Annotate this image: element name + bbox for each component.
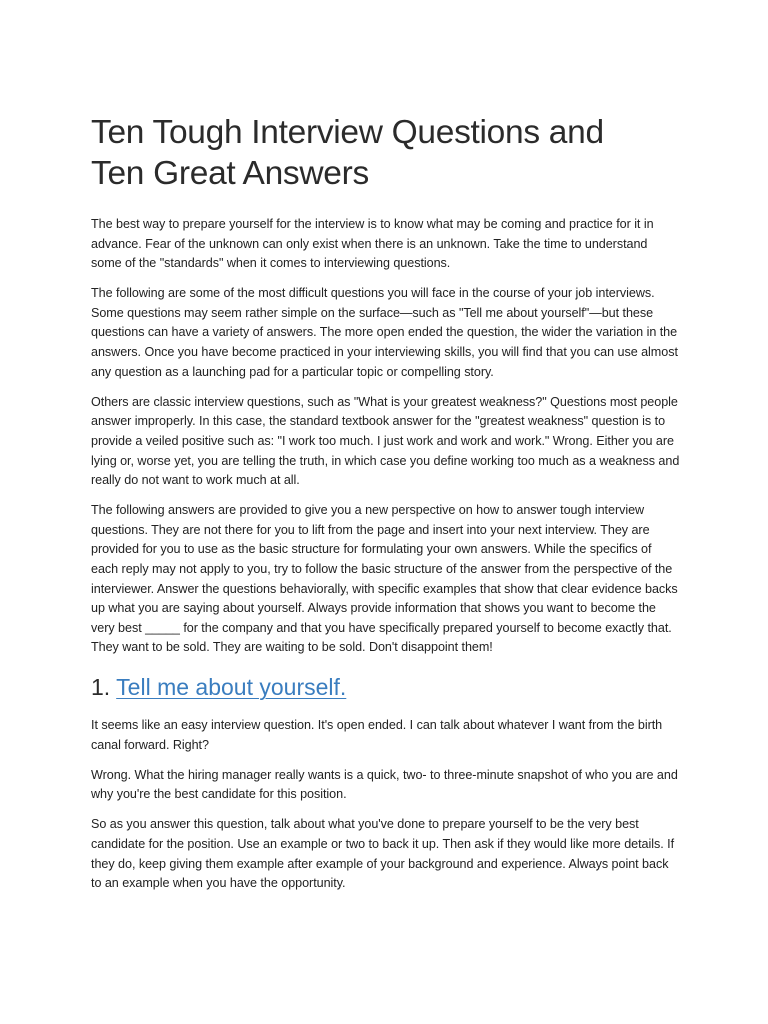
intro-paragraph-3: Others are classic interview questions, such as "What is your greatest weakness?" Questions most people answer improperly. In this case, the standard textbook answer for the "greatest weakness" question is to provide a veiled positive such as: "I work too much. I just work and work and work." Wrong. Either you are lying or, worse yet, you are telling the truth, in which case you define working too much as a weakness and really do not want to work much at all.	[91, 394, 680, 488]
document-title	[91, 112, 681, 194]
intro-paragraph-4: The following answers are provided to give you a new perspective on how to answer tough interview questions. They are not there for you to lift from the page and insert into your next interview. They are provided for you to use as the basic structure for formulating your own answers. While the specifics of each reply may not apply to you, try to follow the basic structure of the answer from the perspective of the interviewer. Answer the questions behaviorally, with specific examples that show that clear evidence backs up what you are saying about yourself. Always provide information that shows you want to become the very best _____ for the company and that you have specifically prepared yourself to become exactly that. They want to be sold. They are waiting to be sold. Don't disappoint them!	[91, 503, 678, 655]
document-page	[91, 112, 681, 904]
section-1-heading	[91, 672, 681, 702]
intro-paragraph-2: The following are some of the most difficult questions you will face in the course of your job interviews. Some questions may seem rather simple on the surface—such as "Tell me about yourself"—but these questions can have a variety of answers. The more open ended the question, the wider the variation in the answers. Once you have become practiced in your interviewing skills, you will find that you can use almost any question as a launching pad for a particular topic or compelling story.	[91, 286, 678, 379]
intro-paragraph-1: The best way to prepare yourself for the interview is to know what may be coming and practice for it in advance. Fear of the unknown can only exist when there is an unknown. Take the time to understand some of the "standards" when it comes to interviewing questions.	[91, 217, 654, 271]
section-1-paragraph-3: So as you answer this question, talk about what you've done to prepare yourself to be the very best candidate for the position. Use an example or two to back it up. Then ask if they would like more details. If they do, keep giving them example after example of your background and experience. Always point back to an example when you have the opportunity.	[91, 817, 675, 891]
section-1-paragraph-2: Wrong. What the hiring manager really wants is a quick, two- to three-minute snapshot of who you are and why you're the best candidate for this position.	[91, 767, 678, 802]
section-1-paragraph-1: It seems like an easy interview question. It's open ended. I can talk about whatever I want from the birth canal forward. Right?	[91, 717, 663, 752]
section-1-number: 1.	[91, 673, 111, 700]
title-line-1: Ten Tough Interview Questions and	[91, 114, 604, 151]
title-line-2: Ten Great Answers	[91, 155, 369, 192]
section-1-link[interactable]: Tell me about yourself.	[116, 673, 347, 700]
